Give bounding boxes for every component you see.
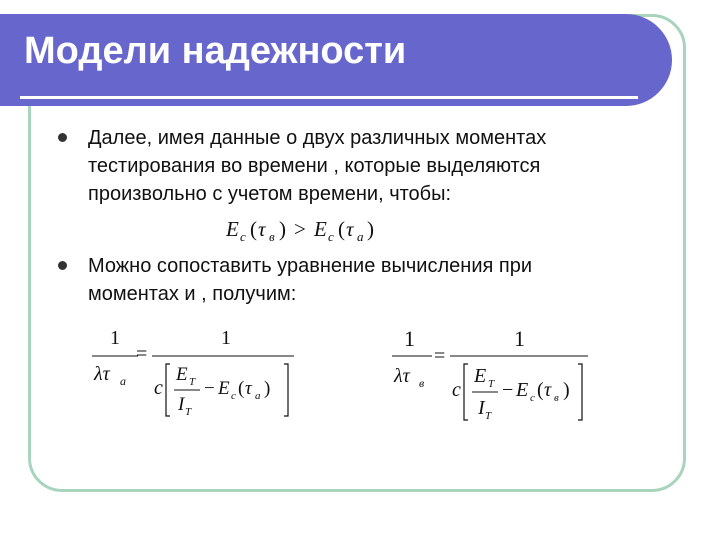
svg-text:τ: τ — [245, 378, 252, 399]
svg-text:=: = — [434, 345, 446, 367]
svg-text:τ: τ — [346, 217, 354, 241]
bullet-1-line: произвольно с учетом времени, чтобы: — [88, 183, 452, 205]
bullet-1-line: Далее, имея данные о двух различных моментах — [88, 127, 547, 149]
svg-text:(: ( — [338, 217, 345, 241]
svg-text:): ) — [563, 379, 570, 401]
svg-text:T: T — [189, 376, 196, 388]
svg-text:a: a — [357, 229, 364, 244]
svg-text:в: в — [554, 392, 559, 404]
svg-text:T: T — [185, 406, 192, 418]
svg-text:c: c — [452, 379, 461, 401]
svg-text:c: c — [530, 392, 535, 404]
svg-text:c: c — [328, 229, 334, 244]
svg-text:E: E — [176, 364, 188, 385]
svg-text:E: E — [474, 365, 487, 387]
bullet-marker-2 — [58, 261, 67, 270]
svg-text:c: c — [154, 377, 163, 399]
svg-text:в: в — [419, 376, 425, 390]
svg-text:E: E — [226, 217, 239, 241]
svg-text:>: > — [294, 217, 306, 241]
svg-text:E: E — [314, 217, 327, 241]
svg-text:a: a — [120, 374, 126, 388]
svg-text:T: T — [485, 410, 492, 422]
svg-text:τ: τ — [258, 217, 266, 241]
svg-text:I: I — [478, 397, 485, 419]
slide-title: Модели надежности — [24, 30, 407, 72]
svg-text:a: a — [255, 390, 261, 402]
title-underline — [20, 96, 638, 99]
svg-text:λτ: λτ — [394, 365, 410, 387]
svg-text:−: − — [204, 378, 215, 399]
svg-text:c: c — [231, 390, 236, 402]
svg-text:I: I — [178, 394, 185, 415]
bullet-text-2 — [88, 252, 532, 308]
svg-text:E: E — [218, 378, 230, 399]
svg-text:): ) — [367, 217, 374, 241]
svg-text:τ: τ — [544, 379, 552, 401]
svg-text:−: − — [502, 379, 514, 401]
svg-text:c: c — [240, 229, 246, 244]
formula-right — [388, 320, 608, 430]
svg-text:(: ( — [537, 379, 544, 401]
bullet-1-line: тестирования во времени , которые выделяются — [88, 155, 541, 177]
svg-text:=: = — [136, 343, 148, 365]
bullet-text-1 — [88, 124, 546, 208]
svg-text:в: в — [269, 229, 275, 244]
svg-text:1: 1 — [404, 326, 415, 351]
svg-text:): ) — [264, 378, 271, 399]
bullet-marker-1 — [58, 133, 67, 142]
svg-text:1: 1 — [221, 327, 231, 349]
svg-text:(: ( — [250, 217, 257, 241]
svg-text:T: T — [488, 378, 495, 390]
svg-text:λτ: λτ — [94, 363, 110, 385]
svg-text:): ) — [279, 217, 286, 241]
inequality-formula — [226, 212, 426, 246]
svg-text:1: 1 — [110, 327, 120, 349]
svg-text:E: E — [516, 379, 529, 401]
formula-left — [88, 320, 308, 430]
bullet-2-line: моментах и , получим: — [88, 283, 297, 305]
svg-text:(: ( — [238, 378, 245, 399]
bullet-2-line: Можно сопоставить уравнение вычисления при — [88, 255, 533, 277]
svg-text:1: 1 — [514, 326, 525, 351]
